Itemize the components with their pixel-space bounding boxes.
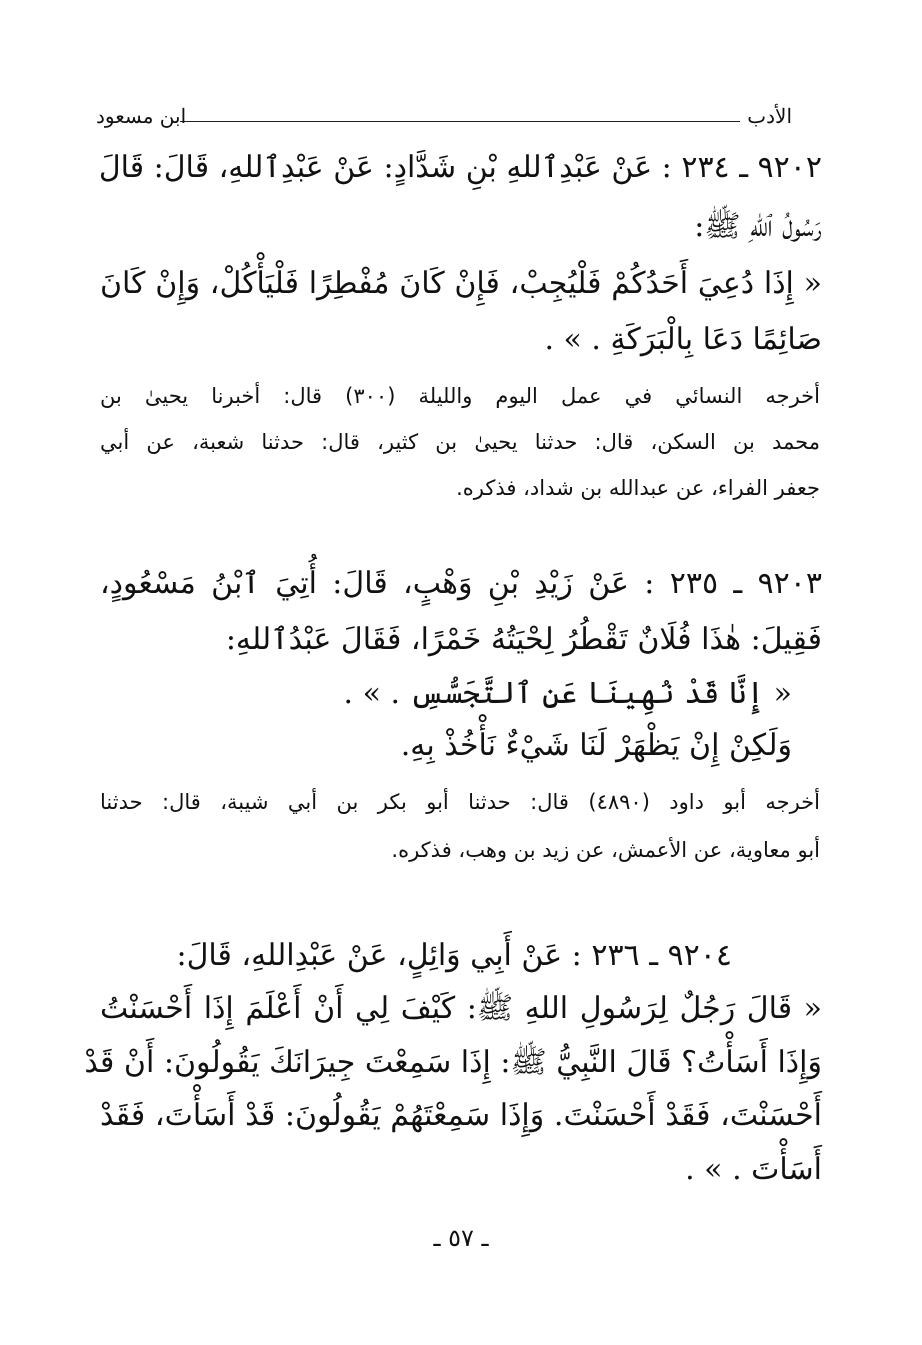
hadith-9204-line-3: وَإِذَا أَسَأْتُ؟ قَالَ النَّبِيُّ ﷺ: إِذَا سَمِعْتَ جِيرَانَكَ يَقُولُونَ: أَنْ قَدْ	[84, 1045, 822, 1080]
note-9203-line-1: أخرجه أبو داود (٤٨٩٠) قال: حدثنا أبو بكر بن أبي شيبة، قال: حدثنا	[100, 790, 820, 814]
hadith-9203-line-3: « إِنَّا قَدْ نُهِينَا عَنِ ٱلتَّجَسُّسِ . » .	[343, 676, 792, 711]
hadith-9203-line-1: ٩٢٠٣ ـ ٢٣٥ : عَنْ زَيْدِ بْنِ وَهْبٍ، قَالَ: أُتِيَ ٱبْنُ مَسْعُودٍ،	[100, 566, 822, 601]
note-9202-line-1: أخرجه النسائي في عمل اليوم والليلة (٣٠٠) قال: أخبرنا يحيىٰ بن	[100, 384, 820, 408]
hadith-9204-line-1: ٩٢٠٤ ـ ٢٣٦ : عَنْ أَبِي وَائِلٍ، عَنْ عَبْدِاللهِ، قَالَ:	[176, 938, 732, 973]
hadith-9204-line-2: « قَالَ رَجُلٌ لِرَسُولِ اللهِ ﷺ: كَيْفَ لِي أَنْ أَعْلَمَ إِذَا أَحْسَنْتُ	[100, 991, 822, 1026]
hadith-9202-line-4: صَائِمًا دَعَا بِالْبَرَكَةِ . » .	[544, 322, 822, 357]
note-9203-line-2: أبو معاوية، عن الأعمش، عن زيد بن وهب، فذكره.	[391, 838, 820, 862]
hadith-9204-line-4: أَحْسَنْتَ، فَقَدْ أَحْسَنْتَ. وَإِذَا سَمِعْتَهُمْ يَقُولُونَ: قَدْ أَسَأْتَ، فَقَدْ	[100, 1098, 822, 1133]
hadith-9204-line-5: أَسَأْتَ . » .	[685, 1152, 822, 1187]
hadith-9202-line-1: ٩٢٠٢ ـ ٢٣٤ : عَنْ عَبْدِٱللهِ بْنِ شَدَّادٍ: عَنْ عَبْدِٱللهِ، قَالَ: قَالَ	[98, 150, 822, 185]
page-number: ـ ٥٧ ـ	[433, 1224, 489, 1252]
header-chapter-title: الأدب	[747, 104, 792, 128]
hadith-9203-line-4: وَلَكِنْ إِنْ يَظْهَرْ لَنَا شَيْءٌ نَأْخُذْ بِهِ.	[400, 728, 792, 763]
header-book-section: ابن مسعود	[96, 104, 187, 128]
hadith-9202-line-3: « إِذَا دُعِيَ أَحَدُكُمْ فَلْيُجِبْ، فَإِنْ كَانَ مُفْطِرًا فَلْيَأْكُلْ، وَإِنْ كَانَ	[100, 266, 822, 301]
note-9202-line-3: جعفر الفراء، عن عبدالله بن شداد، فذكره.	[456, 476, 820, 500]
header-rule	[180, 121, 740, 122]
hadith-9203-line-2: فَقِيلَ: هٰذَا فُلَانٌ تَقْطُرُ لِحْيَتُهُ خَمْرًا، فَقَالَ عَبْدُٱللهِ:	[225, 622, 822, 657]
hadith-9202-line-2: رَسُولُ ٱللهِ ﷺ:	[694, 209, 822, 244]
note-9202-line-2: محمد بن السكن، قال: حدثنا يحيىٰ بن كثير، قال: حدثنا شعبة، عن أبي	[100, 430, 820, 454]
